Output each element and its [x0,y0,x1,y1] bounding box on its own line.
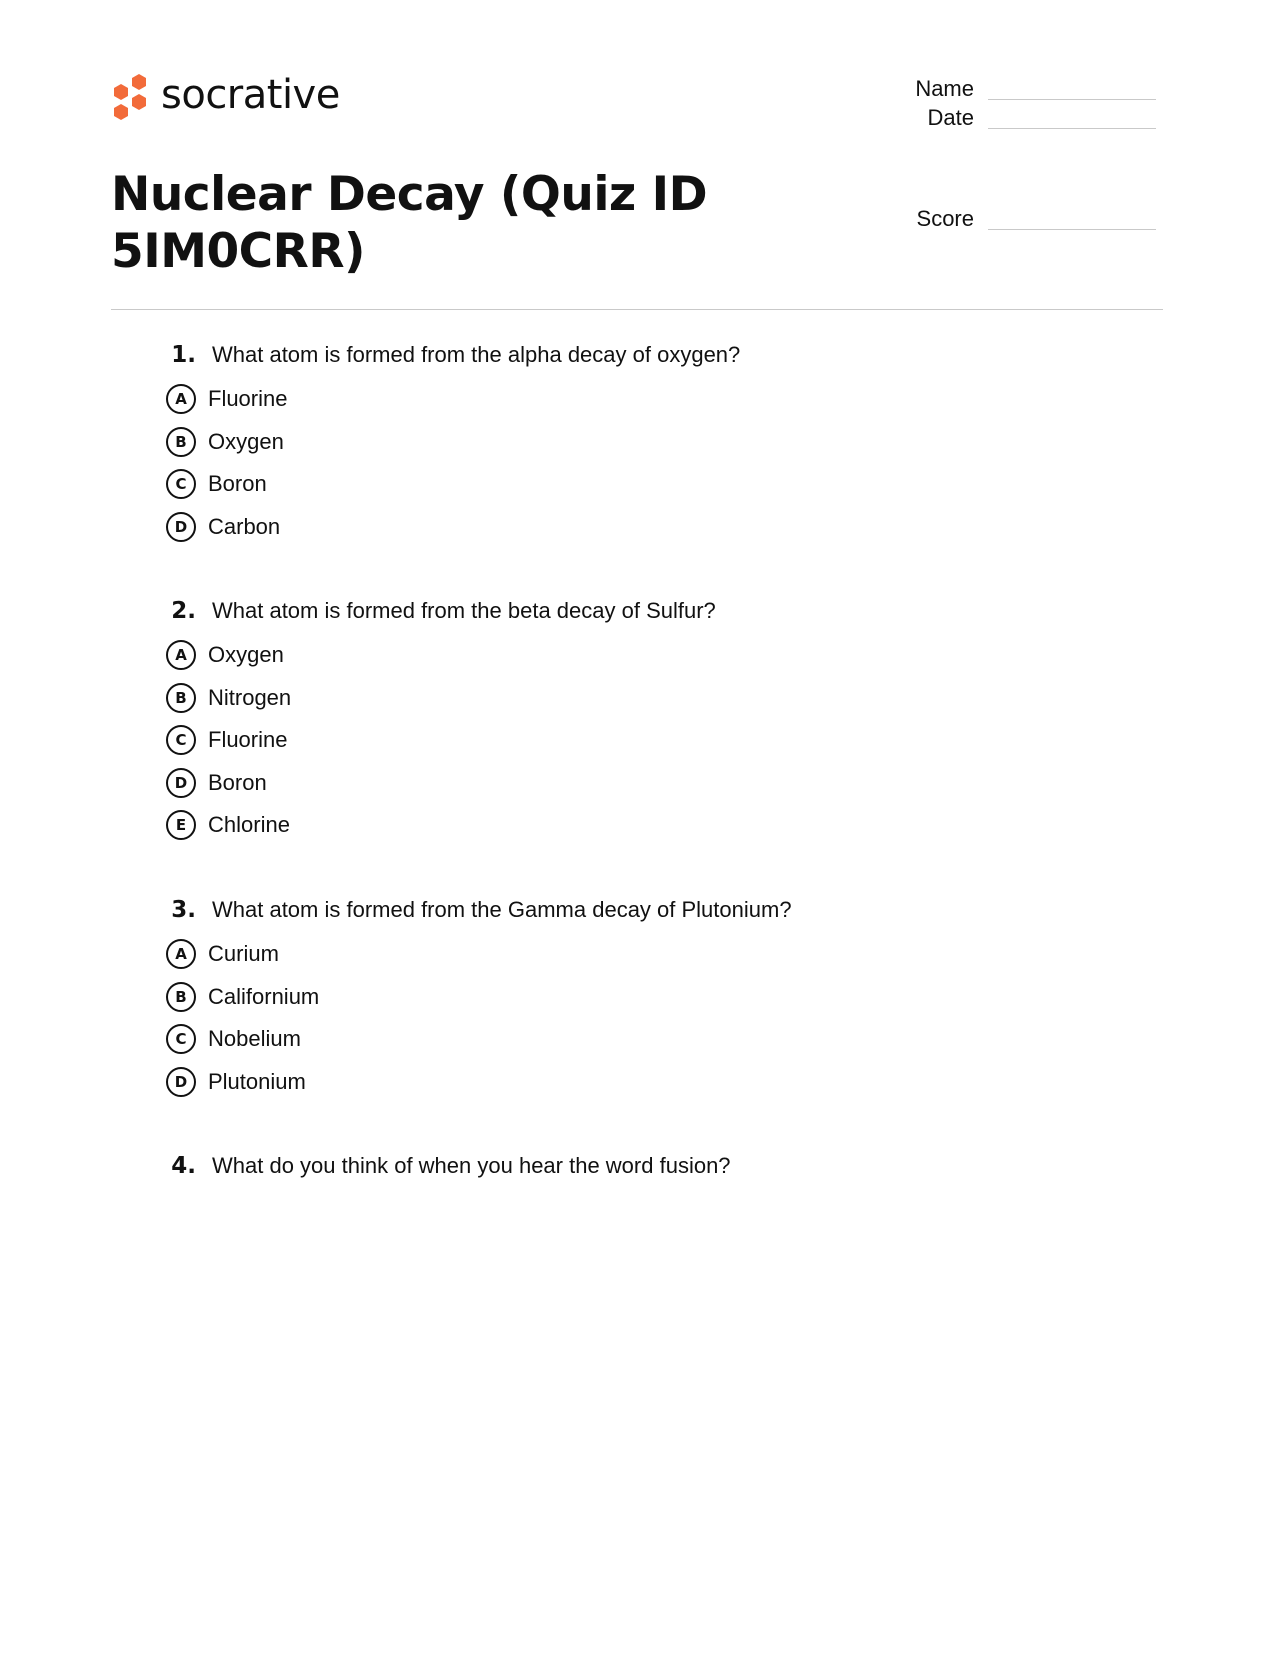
date-field[interactable] [854,107,1156,129]
choice-label: Fluorine [208,386,288,412]
brand-name: socrative [161,72,340,118]
page-title: Nuclear Decay (Quiz ID 5IM0CRR) [111,167,708,279]
choice-2a[interactable] [166,634,1060,677]
question-3 [160,897,1060,1103]
choice-3b[interactable] [166,976,1060,1019]
choice-bubble[interactable]: D [166,1067,196,1097]
question-1 [160,342,1060,548]
date-label: Date [927,105,974,130]
choice-label: Nobelium [208,1026,301,1052]
choice-label: Boron [208,471,267,497]
choice-label: Californium [208,983,320,1009]
choice-label: Boron [208,769,267,795]
choice-label: Fluorine [208,727,288,753]
socrative-logo [111,72,340,122]
choice-bubble[interactable]: B [166,427,196,457]
question-text: What atom is formed from the beta decay of Sulfur? [212,598,716,623]
choice-bubble[interactable]: B [166,982,196,1012]
question-number: 4. [171,1153,196,1179]
choice-3c[interactable] [166,1018,1060,1061]
question-number: 2. [171,598,196,624]
choice-bubble[interactable]: A [166,640,196,670]
name-field[interactable] [854,78,1156,100]
choice-bubble[interactable]: E [166,810,196,840]
question-number: 3. [171,897,196,923]
choice-3a[interactable] [166,933,1060,976]
choice-label: Oxygen [208,642,284,668]
question-2 [160,598,1060,847]
choice-1c[interactable] [166,463,1060,506]
choice-label: Curium [208,941,279,967]
question-number: 1. [171,342,196,368]
choice-bubble[interactable]: C [166,469,196,499]
choice-label: Nitrogen [208,684,292,710]
choice-label: Oxygen [208,428,284,454]
score-field[interactable] [854,208,1156,230]
choice-1d[interactable] [166,506,1060,549]
choice-label: Carbon [208,513,281,539]
choice-bubble[interactable]: B [166,683,196,713]
question-text: What atom is formed from the Gamma decay of Plutonium? [212,897,792,922]
choice-label: Chlorine [208,812,290,838]
name-line[interactable] [988,99,1156,100]
choice-bubble[interactable]: C [166,725,196,755]
header-divider [111,309,1163,310]
choice-2c[interactable] [166,719,1060,762]
hexagon-cluster-icon [111,72,149,122]
choice-3d[interactable] [166,1061,1060,1104]
choice-bubble[interactable]: C [166,1024,196,1054]
choice-label: Plutonium [208,1068,306,1094]
choice-bubble[interactable]: A [166,384,196,414]
name-label: Name [915,76,974,101]
choice-2b[interactable] [166,677,1060,720]
choice-bubble[interactable]: A [166,939,196,969]
question-text: What atom is formed from the alpha decay of oxygen? [212,342,741,367]
score-label: Score [916,206,974,231]
question-text: What do you think of when you hear the word fusion? [212,1153,731,1178]
choice-1a[interactable] [166,378,1060,421]
choice-2e[interactable] [166,804,1060,847]
choice-1b[interactable] [166,421,1060,464]
choice-bubble[interactable]: D [166,512,196,542]
choice-2d[interactable] [166,762,1060,805]
question-4 [160,1153,1060,1189]
date-line[interactable] [988,128,1156,129]
score-line[interactable] [988,229,1156,230]
choice-bubble[interactable]: D [166,768,196,798]
